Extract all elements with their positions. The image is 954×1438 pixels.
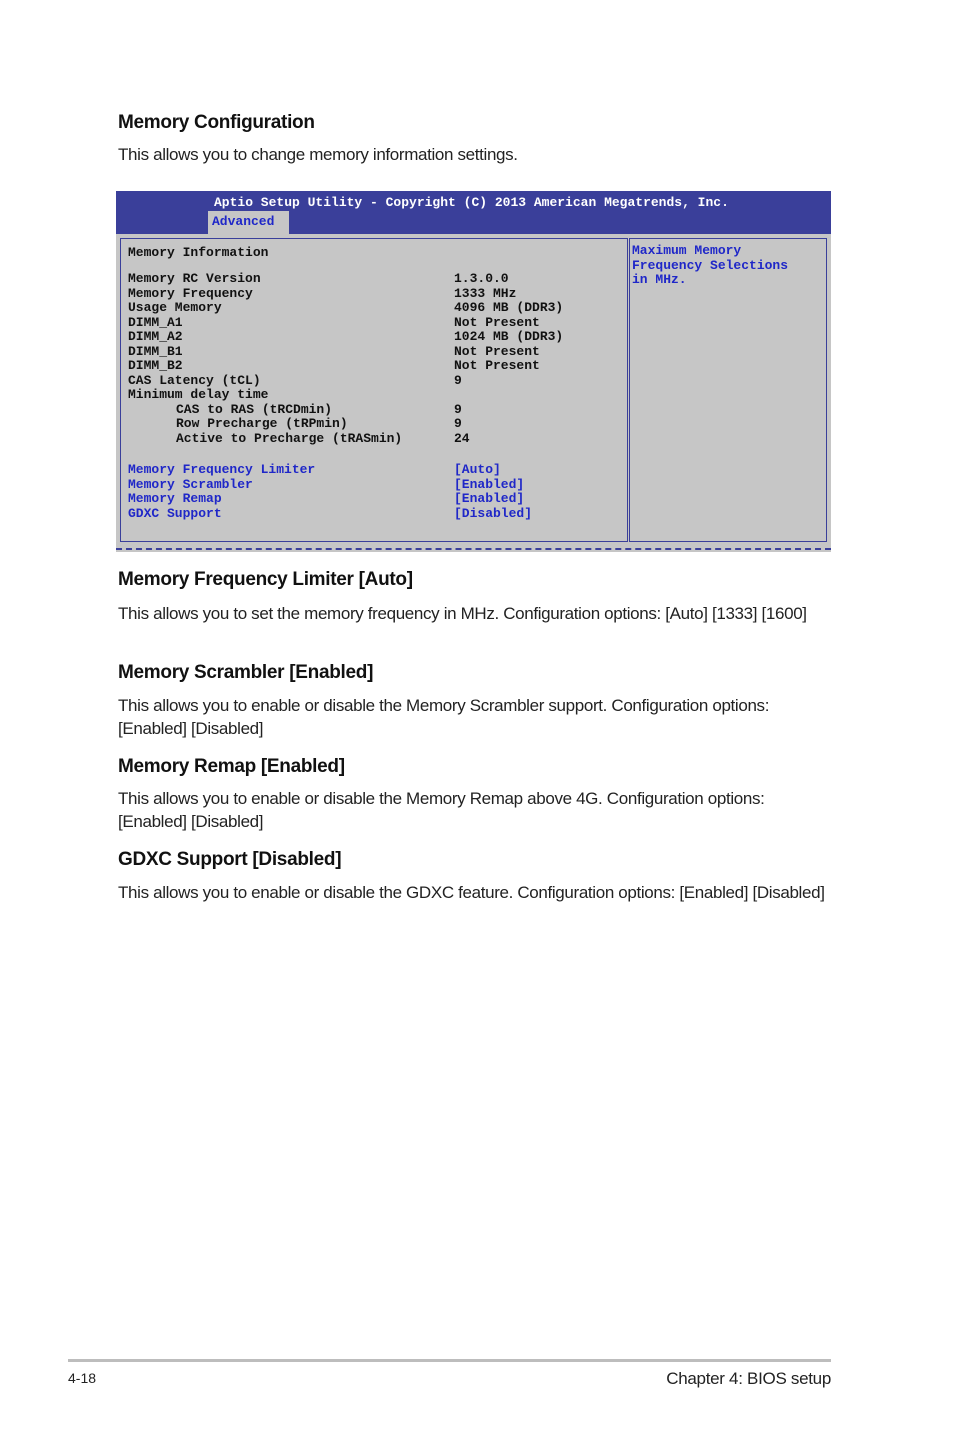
help-text-line: Frequency Selections	[632, 257, 789, 273]
help-text-line: in MHz.	[632, 272, 687, 287]
item-title: Memory Scrambler [Enabled]	[118, 662, 374, 683]
item-description: This allows you to enable or disable the GDXC feature. Configuration options: [Enabled] [Disabled]	[118, 883, 825, 902]
item-description: This allows you to enable or disable the Memory Scrambler support. Configuration options: [Enabled] [Disabled]	[118, 696, 770, 738]
delay-value: 24	[454, 430, 470, 446]
tab-advanced[interactable]: Advanced	[208, 211, 289, 234]
bios-bottom-divider	[116, 548, 831, 550]
section-description: This allows you to change memory information settings.	[118, 145, 518, 164]
bios-screenshot	[116, 191, 831, 552]
info-label: Memory Frequency	[128, 285, 253, 301]
setting-value[interactable]: [Enabled]	[454, 491, 525, 506]
delay-label: Row Precharge (tRPmin)	[176, 416, 348, 431]
setting-value[interactable]: [Disabled]	[454, 505, 533, 521]
info-value: Not Present	[454, 314, 540, 330]
chapter-label: Chapter 4: BIOS setup	[666, 1369, 831, 1388]
info-label: Usage Memory	[128, 300, 222, 315]
setting-memory-remap[interactable]: Memory Remap	[128, 491, 222, 506]
info-value: 1.3.0.0	[454, 271, 509, 286]
info-value: Not Present	[454, 343, 540, 359]
delay-label: Active to Precharge (tRASmin)	[176, 430, 403, 446]
delay-value: 9	[454, 401, 462, 417]
info-value: Not Present	[454, 358, 540, 373]
item-title: Memory Frequency Limiter [Auto]	[118, 569, 413, 590]
bios-title: Aptio Setup Utility - Copyright (C) 2013 American Megatrends, Inc.	[214, 195, 729, 210]
item-description: This allows you to set the memory frequency in MHz. Configuration options: [Auto] [1333] [1600]	[118, 604, 807, 623]
setting-gdxc-support[interactable]: GDXC Support	[128, 505, 222, 521]
info-label: CAS Latency (tCL)	[128, 372, 261, 388]
bios-header	[116, 191, 831, 234]
item-description: This allows you to enable or disable the Memory Remap above 4G. Configuration options: [Enabled] [Disabled]	[118, 789, 765, 831]
setting-value[interactable]: [Auto]	[454, 462, 501, 477]
info-value: 4096 MB (DDR3)	[454, 300, 564, 315]
setting-memory-frequency-limiter[interactable]: Memory Frequency Limiter	[128, 462, 316, 477]
item-title: Memory Remap [Enabled]	[118, 756, 345, 777]
memory-information-heading: Memory Information	[128, 245, 269, 260]
info-label: DIMM_B2	[128, 358, 183, 373]
delay-value: 9	[454, 416, 462, 431]
bios-help-panel	[629, 238, 827, 542]
info-value: 1333 MHz	[454, 285, 517, 301]
info-label: DIMM_A2	[128, 329, 183, 344]
info-label: DIMM_A1	[128, 314, 183, 330]
section-title: Memory Configuration	[118, 112, 315, 133]
footer-rule	[68, 1359, 831, 1362]
item-title: GDXC Support [Disabled]	[118, 849, 342, 870]
info-label: Minimum delay time	[128, 387, 269, 402]
info-value: 1024 MB (DDR3)	[454, 329, 564, 344]
info-value: 9	[454, 372, 462, 388]
page-number: 4-18	[68, 1370, 97, 1386]
info-label: Memory RC Version	[128, 271, 261, 286]
bios-main-panel	[120, 238, 628, 542]
bios-body	[116, 234, 831, 552]
setting-memory-scrambler[interactable]: Memory Scrambler	[128, 476, 253, 492]
help-text-line: Maximum Memory	[632, 243, 742, 258]
setting-value[interactable]: [Enabled]	[454, 476, 525, 492]
delay-label: CAS to RAS (tRCDmin)	[176, 401, 333, 417]
info-label: DIMM_B1	[128, 343, 183, 359]
